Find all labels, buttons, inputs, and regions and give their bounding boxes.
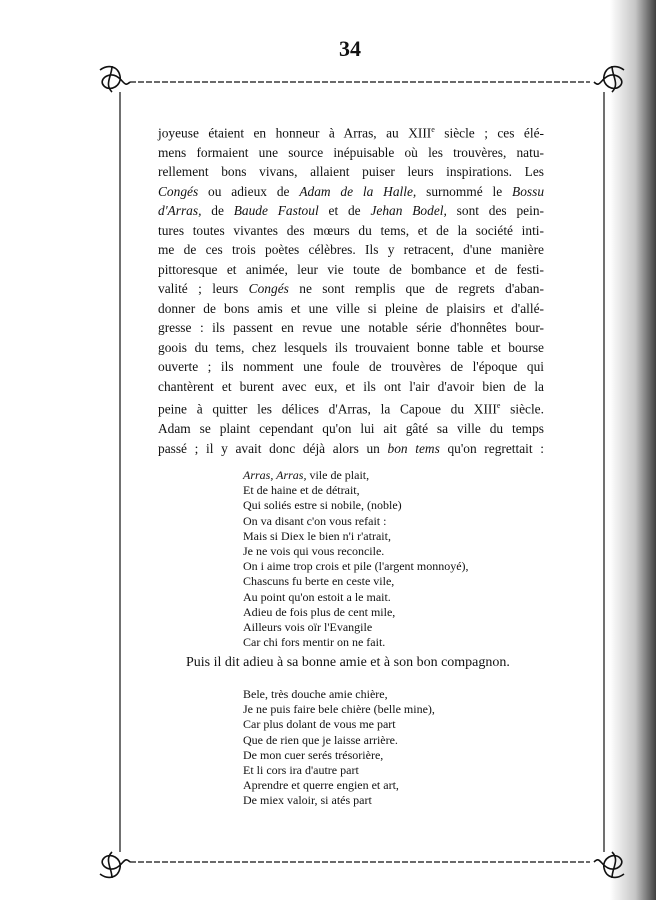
body-line: ouverte ; ils nomment une foule de trouvères de l'époque qui [158, 359, 544, 375]
verse-line: Et de haine et de détrait, [243, 483, 360, 498]
verse-line: Ailleurs vois oïr l'Evangile [243, 620, 373, 635]
body-line: valité ; leurs Congés ne sont remplis que de regrets d'aban- [158, 281, 544, 297]
verse-line: Bele, très douche amie chière, [243, 687, 388, 701]
main-paragraph [158, 120, 544, 458]
body-line: Adam se plaint cependant qu'on lui ait gâté sa ville du temps [158, 421, 544, 437]
verse-line: Arras, Arras, vile de plait, [243, 468, 370, 482]
ornament-top-right [594, 66, 624, 92]
verse-line: Je ne vois qui vous reconcile. [243, 544, 385, 559]
verse-line: De mon cuer serés trésorière, [243, 747, 384, 762]
body-line: d'Arras, de Baude Fastoul et de Jehan Bodel, sont des pein- [158, 203, 544, 219]
verse-line: De miex valoir, si atés part [243, 793, 372, 808]
body-line: chantèrent et burent avec eux, et ils ont l'air d'avoir bien de la [158, 378, 544, 394]
body-line: mens formaient une source inépuisable où les trouvères, natu- [158, 144, 544, 160]
verse-line: On i aime trop crois et pile (l'argent monnoyé), [243, 559, 469, 574]
verse-arras [243, 468, 543, 650]
body-line: me de ces trois poètes célèbres. Ils y retracent, d'une manière [158, 242, 544, 258]
verse-bele [243, 687, 543, 809]
body-line: goois du tems, chez lesquels ils trouvaient bonne table et bourse [158, 339, 544, 355]
verse-line: Et li cors ira d'autre part [243, 763, 359, 778]
body-line: passé ; il y avait donc déjà alors un bon tems qu'on regrettait : [158, 440, 544, 456]
body-line: tures toutes vivantes des mœurs du tems, et de la société inti- [158, 222, 544, 238]
verse-line: Je ne puis faire bele chière (belle mine), [243, 702, 435, 717]
verse-line: Car plus dolant de vous me part [243, 717, 396, 732]
body-line: gresse : ils passent en revue une notable série d'honnêtes bour- [158, 320, 544, 336]
verse-line: Car chi fors mentir on ne fait. [243, 635, 386, 650]
verse-line: Qui soliés estre si nobile, (noble) [243, 498, 402, 513]
body-line: joyeuse étaient en honneur à Arras, au XIIIe siècle ; ces élé- [158, 125, 544, 141]
page-number: 34 [339, 36, 361, 61]
ornament-top-left [100, 66, 130, 92]
body-line: peine à quitter les délices d'Arras, la Capoue du XIIIe siècle. [158, 401, 544, 417]
verse-intro: Puis il dit adieu à sa bonne amie et à son bon compagnon. [186, 655, 510, 670]
body-line: rellement bons vivans, allaient puiser leurs inspirations. Les [158, 164, 544, 180]
verse-line: Chascuns fu berte en ceste vile, [243, 574, 395, 589]
ornament-bottom-left [100, 852, 130, 878]
verse-line: Adieu de fois plus de cent mile, [243, 604, 396, 619]
body-line: pittoresque et animée, leur vie toute de bombance et de festi- [158, 261, 544, 277]
verse-line: On va disant c'on vous refait : [243, 513, 387, 528]
verse-line: Que de rien que je laisse arrière. [243, 732, 398, 747]
ornament-bottom-right [594, 852, 624, 878]
body-line: donner de bons amis et une ville si pleine de plaisirs et d'allé- [158, 300, 544, 316]
body-line: Congés ou adieux de Adam de la Halle, surnommé le Bossu [158, 183, 545, 199]
verse-line: Au point qu'on estoit a le mait. [243, 589, 391, 604]
verse-line: Aprendre et querre engien et art, [243, 778, 399, 793]
verse-line: Mais si Diex le bien n'i r'atrait, [243, 528, 391, 543]
